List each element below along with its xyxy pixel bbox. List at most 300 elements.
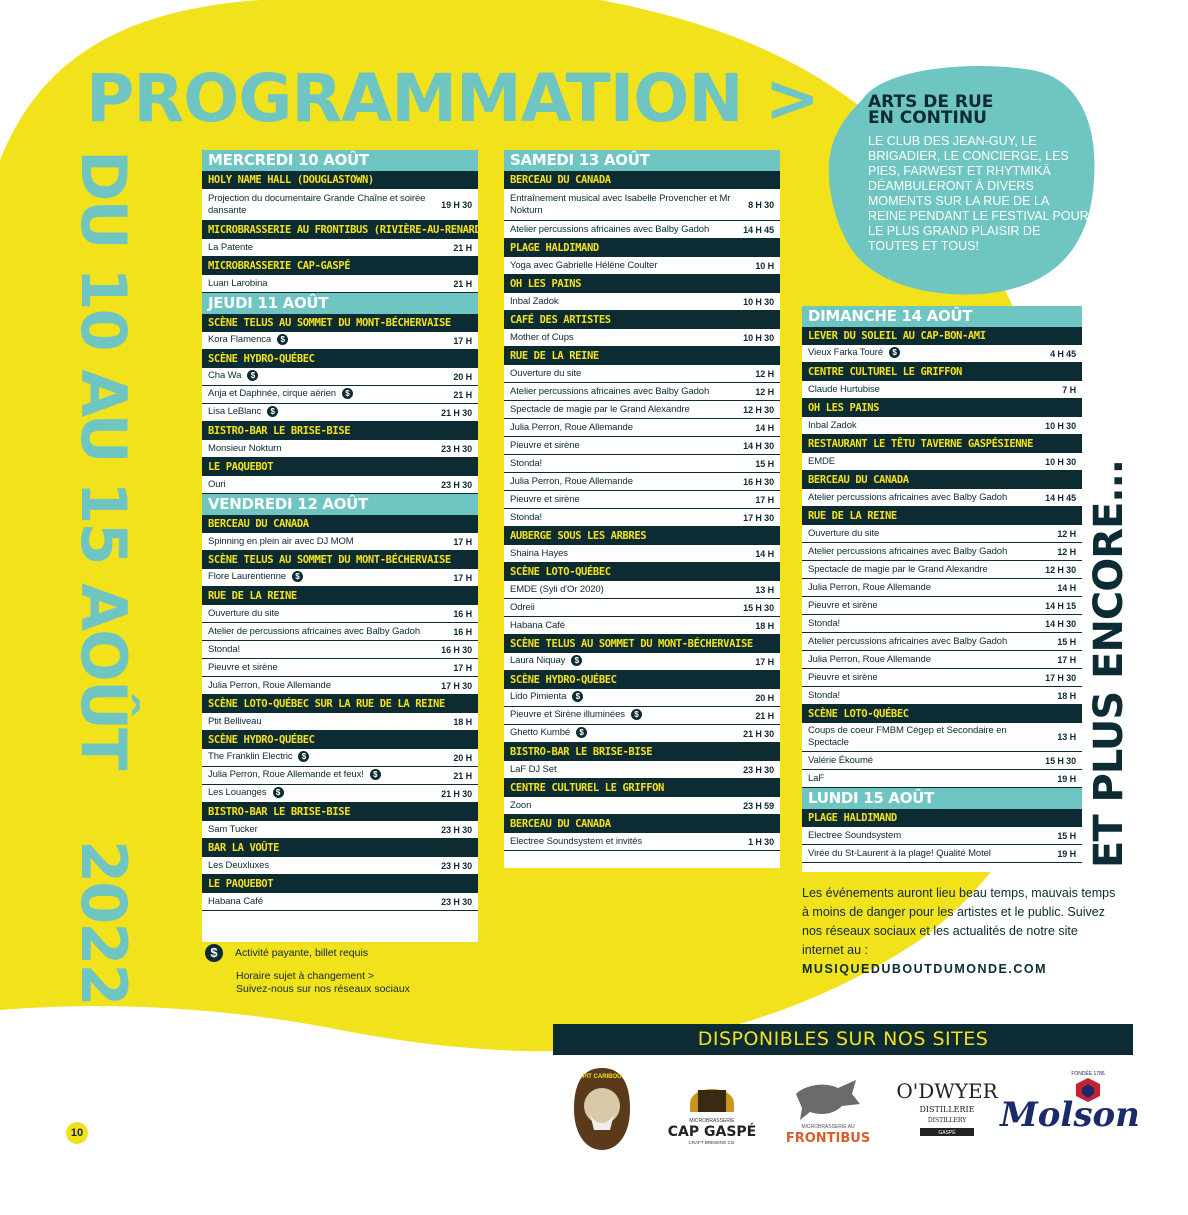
event-time: 18 H bbox=[453, 716, 472, 727]
venue-header: HOLY NAME HALL (DOUGLASTOWN) bbox=[202, 171, 478, 189]
event-time: 17 H bbox=[453, 536, 472, 547]
event-name bbox=[208, 388, 432, 400]
event-name bbox=[510, 512, 734, 524]
event-name-text: Inbal Zadok bbox=[808, 419, 857, 431]
event-time: 21 H bbox=[453, 242, 472, 253]
event-time: 15 H 30 bbox=[743, 602, 774, 613]
event-name bbox=[808, 636, 1036, 648]
legend-note-1: Horaire sujet à changement > bbox=[236, 970, 375, 982]
event-time: 20 H bbox=[755, 692, 774, 703]
venue-header: CAFÉ DES ARTISTES bbox=[504, 311, 780, 329]
event-name-text: Pieuvre et sirène bbox=[808, 599, 878, 611]
event-name-text: Atelier de percussions africaines avec Balby Gadoh bbox=[208, 625, 421, 637]
odwyer-logo bbox=[896, 1064, 998, 1154]
event-row bbox=[504, 257, 780, 275]
event-row bbox=[802, 579, 1082, 597]
paid-event-icon: $ bbox=[342, 388, 353, 399]
event-time: 16 H bbox=[453, 626, 472, 637]
event-time: 23 H 30 bbox=[441, 443, 472, 454]
event-name bbox=[808, 690, 1036, 702]
event-name-text: Electree Soundsystem bbox=[808, 829, 902, 841]
venue-header: OH LES PAINS bbox=[802, 399, 1082, 417]
event-row bbox=[202, 659, 478, 677]
event-name bbox=[208, 536, 432, 548]
event-name bbox=[510, 404, 734, 416]
event-name-text: Stonda! bbox=[510, 457, 543, 469]
molson-logo bbox=[1000, 1064, 1140, 1154]
event-row bbox=[202, 785, 478, 803]
event-row bbox=[504, 419, 780, 437]
event-name bbox=[208, 824, 432, 836]
day-header: JEUDI 11 AOÛT bbox=[202, 293, 478, 314]
event-time: 21 H 30 bbox=[743, 728, 774, 739]
bubble-title bbox=[868, 94, 993, 126]
paid-event-icon: $ bbox=[277, 334, 288, 345]
event-time: 18 H bbox=[1057, 690, 1076, 701]
event-time: 19 H 30 bbox=[441, 199, 472, 210]
event-name-text: Atelier percussions africaines avec Balby Gadoh bbox=[808, 491, 1008, 503]
event-row bbox=[504, 833, 780, 851]
event-name bbox=[208, 680, 432, 692]
event-row bbox=[202, 605, 478, 623]
event-name-text: Flore Laurentienne bbox=[208, 571, 286, 583]
venue-header: SCÈNE HYDRO-QUÉBEC bbox=[202, 731, 478, 749]
event-time: 17 H bbox=[755, 656, 774, 667]
event-name bbox=[208, 334, 432, 346]
venue-header: SCÈNE HYDRO-QUÉBEC bbox=[202, 350, 478, 368]
event-name-text: Virée du St-Laurent à la plage! Qualité Motel bbox=[808, 847, 991, 859]
event-name-text: Spinning en plein air avec DJ MOM bbox=[208, 535, 354, 547]
event-name-text: Shaina Hayes bbox=[510, 547, 568, 559]
pit-caribou-logo bbox=[570, 1064, 634, 1154]
event-row bbox=[802, 561, 1082, 579]
sponsor-logos bbox=[560, 1064, 1140, 1154]
venue-header: MICROBRASSERIE CAP-GASPÉ bbox=[202, 257, 478, 275]
event-name bbox=[808, 582, 1036, 594]
event-row bbox=[202, 368, 478, 386]
venue-header: PLAGE HALDIMAND bbox=[802, 809, 1082, 827]
event-row bbox=[202, 893, 478, 911]
event-name bbox=[808, 725, 1036, 749]
cap-gaspe-text: CAP GASPÉ bbox=[667, 1124, 757, 1140]
event-name-text: Les Louanges bbox=[208, 787, 267, 799]
event-time: 17 H bbox=[453, 335, 472, 346]
event-name bbox=[510, 296, 734, 308]
paid-event-icon: $ bbox=[571, 655, 582, 666]
event-name bbox=[510, 764, 734, 776]
event-time: 17 H bbox=[1057, 654, 1076, 665]
event-row bbox=[504, 725, 780, 743]
event-time: 13 H bbox=[755, 584, 774, 595]
event-name-text: Atelier percussions africaines avec Balby Gadoh bbox=[808, 635, 1008, 647]
legend bbox=[205, 944, 465, 996]
venue-header: BISTRO-BAR LE BRISE-BISE bbox=[202, 422, 478, 440]
event-time: 18 H bbox=[755, 620, 774, 631]
event-name bbox=[510, 332, 734, 344]
legend-pay-text: Activité payante, billet requis bbox=[235, 947, 369, 959]
event-row bbox=[202, 713, 478, 731]
event-row bbox=[802, 827, 1082, 845]
event-name bbox=[510, 260, 734, 272]
event-row bbox=[202, 569, 478, 587]
event-name-text: Sam Tucker bbox=[208, 823, 258, 835]
event-time: 21 H bbox=[453, 278, 472, 289]
event-row bbox=[504, 545, 780, 563]
event-name bbox=[510, 655, 734, 667]
event-name-text: Julia Perron, Roue Allemande bbox=[808, 581, 931, 593]
event-row bbox=[504, 797, 780, 815]
event-name-text: Ouri bbox=[208, 478, 226, 490]
event-row bbox=[202, 332, 478, 350]
event-name-text: Mother of Cups bbox=[510, 331, 574, 343]
venue-header: LE PAQUEBOT bbox=[202, 458, 478, 476]
event-time: 12 H bbox=[1057, 528, 1076, 539]
event-row bbox=[802, 770, 1082, 788]
event-name bbox=[510, 548, 734, 560]
event-row bbox=[202, 533, 478, 551]
event-name bbox=[208, 406, 432, 418]
event-time: 15 H bbox=[1057, 830, 1076, 841]
paid-event-icon: $ bbox=[572, 691, 583, 702]
event-name bbox=[808, 773, 1036, 785]
event-name-text: Julia Perron, Roue Allemande bbox=[510, 421, 633, 433]
event-name-text: Vieux Farka Touré bbox=[808, 347, 884, 359]
event-time: 14 H 30 bbox=[743, 440, 774, 451]
event-row bbox=[202, 275, 478, 293]
info-block bbox=[802, 884, 1120, 979]
event-row bbox=[802, 615, 1082, 633]
event-name bbox=[808, 384, 1036, 396]
event-time: 23 H 30 bbox=[441, 824, 472, 835]
side-dates-text: DU 10 AU 15 AOÛT bbox=[67, 150, 140, 769]
event-name bbox=[510, 836, 734, 848]
event-row bbox=[802, 345, 1082, 363]
event-time: 23 H 30 bbox=[441, 896, 472, 907]
event-time: 17 H 30 bbox=[1045, 672, 1076, 683]
event-row bbox=[202, 404, 478, 422]
page-number: 10 bbox=[66, 1122, 88, 1144]
event-name bbox=[208, 608, 432, 620]
event-row bbox=[802, 597, 1082, 615]
event-name bbox=[208, 443, 432, 455]
event-name bbox=[510, 602, 734, 614]
event-row bbox=[504, 365, 780, 383]
available-banner: DISPONIBLES SUR NOS SITES bbox=[553, 1024, 1133, 1055]
event-row bbox=[202, 189, 478, 221]
event-row bbox=[504, 473, 780, 491]
pit-caribou-text: PIT CARIBOU bbox=[582, 1074, 622, 1080]
event-name bbox=[208, 787, 432, 799]
event-row bbox=[504, 491, 780, 509]
event-row bbox=[504, 401, 780, 419]
event-name bbox=[808, 456, 1036, 468]
event-name-text: Entraînement musical avec Isabelle Provencher et Mr Nokturn bbox=[510, 192, 731, 216]
event-time: 4 H 45 bbox=[1050, 348, 1076, 359]
event-name bbox=[510, 440, 734, 452]
event-name bbox=[510, 476, 734, 488]
event-name-text: Stonda! bbox=[208, 643, 241, 655]
day-header: VENDREDI 12 AOÛT bbox=[202, 494, 478, 515]
event-time: 17 H 30 bbox=[743, 512, 774, 523]
frontibus-text: FRONTIBUS bbox=[785, 1131, 871, 1146]
event-row bbox=[802, 417, 1082, 435]
event-name bbox=[808, 672, 1036, 684]
paid-event-icon: $ bbox=[631, 709, 642, 720]
event-name-text: Atelier percussions africaines avec Balby Gadoh bbox=[510, 385, 710, 397]
venue-header: SCÈNE TELUS AU SOMMET DU MONT-BÉCHERVAISE bbox=[202, 551, 478, 569]
event-row bbox=[504, 509, 780, 527]
event-row bbox=[504, 437, 780, 455]
event-name bbox=[808, 347, 1036, 359]
event-row bbox=[802, 543, 1082, 561]
venue-header: RUE DE LA REINE bbox=[802, 507, 1082, 525]
venue-header: LE PAQUEBOT bbox=[202, 875, 478, 893]
paid-event-icon: $ bbox=[576, 727, 587, 738]
event-time: 15 H bbox=[1057, 636, 1076, 647]
event-row bbox=[202, 623, 478, 641]
event-time: 16 H bbox=[453, 608, 472, 619]
event-name bbox=[808, 830, 1036, 842]
venue-header: RESTAURANT LE TÊTU TAVERNE GASPÉSIENNE bbox=[802, 435, 1082, 453]
event-name-text: Pieuvre et sirène bbox=[510, 493, 580, 505]
event-row bbox=[802, 633, 1082, 651]
event-name bbox=[208, 370, 432, 382]
day-header: DIMANCHE 14 AOÛT bbox=[802, 306, 1082, 327]
venue-header: SCÈNE LOTO-QUÉBEC SUR LA RUE DE LA REINE bbox=[202, 695, 478, 713]
venue-header: SCÈNE HYDRO-QUÉBEC bbox=[504, 671, 780, 689]
event-name-text: Laura Niquay bbox=[510, 655, 566, 667]
event-time: 21 H bbox=[453, 389, 472, 400]
paid-event-icon: $ bbox=[298, 751, 309, 762]
event-row bbox=[802, 489, 1082, 507]
venue-header: RUE DE LA REINE bbox=[202, 587, 478, 605]
event-name bbox=[510, 800, 734, 812]
event-name bbox=[808, 654, 1036, 666]
event-time: 8 H 30 bbox=[748, 199, 774, 210]
event-time: 19 H bbox=[1057, 773, 1076, 784]
event-time: 14 H bbox=[1057, 582, 1076, 593]
event-name bbox=[510, 422, 734, 434]
event-time: 17 H bbox=[453, 662, 472, 673]
event-name-text: Coups de coeur FMBM Cégep et Secondaire en Spectacle bbox=[808, 725, 1007, 748]
event-time: 14 H 45 bbox=[743, 224, 774, 235]
bubble-title-line-2: EN CONTINU bbox=[868, 108, 987, 128]
event-name bbox=[808, 420, 1036, 432]
event-time: 16 H 30 bbox=[743, 476, 774, 487]
event-row bbox=[504, 189, 780, 221]
event-row bbox=[202, 476, 478, 494]
event-time: 10 H 30 bbox=[743, 296, 774, 307]
event-name-text: Lisa LeBlanc bbox=[208, 406, 262, 418]
event-name bbox=[208, 644, 432, 656]
bubble-title-line-1: ARTS DE RUE bbox=[868, 92, 994, 112]
event-row bbox=[504, 455, 780, 473]
event-row bbox=[202, 440, 478, 458]
paid-event-icon: $ bbox=[273, 787, 284, 798]
event-time: 23 H 59 bbox=[743, 800, 774, 811]
event-time: 14 H 30 bbox=[1045, 618, 1076, 629]
day-header: LUNDI 15 AOÛT bbox=[802, 788, 1082, 809]
event-time: 10 H bbox=[755, 260, 774, 271]
event-name bbox=[808, 848, 1036, 860]
website-link[interactable]: MUSIQUEDUBOUTDUMONDE.COM bbox=[802, 962, 1048, 976]
venue-header: SCÈNE LOTO-QUÉBEC bbox=[802, 705, 1082, 723]
event-name-text: Spectacle de magie par le Grand Alexandre bbox=[510, 403, 690, 415]
event-name-text: Pieuvre et sirène bbox=[510, 439, 580, 451]
cap-gaspe-tagline: CRAFT BREWING CO. bbox=[688, 1140, 736, 1145]
paid-event-icon: $ bbox=[292, 571, 303, 582]
event-row bbox=[504, 617, 780, 635]
event-name bbox=[510, 224, 734, 236]
event-name-text: Les Deuxluxes bbox=[208, 859, 270, 871]
event-name bbox=[510, 691, 734, 703]
event-name bbox=[808, 546, 1036, 558]
event-name-text: Claude Hurtubise bbox=[808, 383, 880, 395]
event-time: 1 H 30 bbox=[748, 836, 774, 847]
event-name-text: Zoon bbox=[510, 799, 532, 811]
event-name-text: Julia Perron, Roue Allemande et feux! bbox=[208, 769, 364, 781]
event-row bbox=[802, 845, 1082, 863]
molson-founded: FONDÉE 1786 bbox=[1071, 1071, 1105, 1077]
event-name bbox=[510, 584, 734, 596]
event-name bbox=[208, 769, 432, 781]
event-time: 14 H bbox=[755, 422, 774, 433]
event-name bbox=[808, 600, 1036, 612]
event-name bbox=[510, 494, 734, 506]
venue-header: PLAGE HALDIMAND bbox=[504, 239, 780, 257]
cap-gaspe-small-text: MICROBRASSERIE bbox=[689, 1118, 735, 1124]
event-name-text: Ouverture du site bbox=[208, 607, 280, 619]
event-time: 7 H bbox=[1062, 384, 1076, 395]
event-name-text: LaF DJ Set bbox=[510, 763, 557, 775]
event-name-text: Pieuvre et Sirène illuminées bbox=[510, 709, 625, 721]
schedule-column-3 bbox=[802, 306, 1082, 872]
event-name-text: Ghetto Kumbé bbox=[510, 727, 571, 739]
venue-header: LEVER DU SOLEIL AU CAP-BON-AMI bbox=[802, 327, 1082, 345]
venue-header: BERCEAU DU CANADA bbox=[504, 815, 780, 833]
day-header: MERCREDI 10 AOÛT bbox=[202, 150, 478, 171]
event-name-text: Luan Larobina bbox=[208, 277, 268, 289]
odwyer-gaspe: GASPÉ bbox=[938, 1130, 956, 1136]
event-row bbox=[202, 767, 478, 785]
event-name bbox=[510, 368, 734, 380]
side-encore-text: ET PLUS ENCORE... bbox=[1086, 460, 1132, 868]
event-name-text: Ouverture du site bbox=[808, 527, 880, 539]
event-row bbox=[504, 707, 780, 725]
legend-note-2: Suivez-nous sur nos réseaux sociaux bbox=[236, 983, 410, 995]
event-time: 10 H 30 bbox=[1045, 456, 1076, 467]
venue-header: BISTRO-BAR LE BRISE-BISE bbox=[504, 743, 780, 761]
event-time: 10 H 30 bbox=[743, 332, 774, 343]
event-time: 23 H 30 bbox=[743, 764, 774, 775]
event-name bbox=[208, 626, 432, 638]
event-time: 17 H bbox=[755, 494, 774, 505]
event-name-text: LaF bbox=[808, 772, 825, 784]
event-name bbox=[208, 896, 432, 908]
event-time: 20 H bbox=[453, 371, 472, 382]
event-name bbox=[208, 751, 432, 763]
event-time: 21 H 30 bbox=[441, 788, 472, 799]
event-time: 12 H bbox=[755, 368, 774, 379]
event-name bbox=[808, 755, 1036, 767]
event-name-text: Atelier percussions africaines avec Balby Gadoh bbox=[808, 545, 1008, 557]
event-name bbox=[208, 860, 432, 872]
event-time: 20 H bbox=[453, 752, 472, 763]
event-name-text: Julia Perron, Roue Allemande bbox=[208, 679, 331, 691]
event-time: 19 H bbox=[1057, 848, 1076, 859]
event-name-text: Valérie Ékoumé bbox=[808, 754, 873, 766]
event-name-text: Pieuvre et sirène bbox=[808, 671, 878, 683]
event-name-text: Julia Perron, Roue Allemande bbox=[510, 475, 633, 487]
event-row bbox=[504, 221, 780, 239]
venue-header: MICROBRASSERIE AU FRONTIBUS (RIVIÈRE-AU-RENARD) bbox=[202, 221, 478, 239]
side-encore bbox=[1084, 460, 1136, 880]
cap-gaspe-logo bbox=[667, 1064, 757, 1154]
event-name bbox=[208, 716, 432, 728]
event-name-text: Pieuvre et sirène bbox=[208, 661, 278, 673]
event-time: 14 H 45 bbox=[1045, 492, 1076, 503]
event-row bbox=[802, 669, 1082, 687]
event-row bbox=[802, 723, 1082, 752]
event-row bbox=[504, 383, 780, 401]
pay-icon: $ bbox=[205, 944, 223, 962]
event-name-text: Stonda! bbox=[808, 689, 841, 701]
event-name-text: Spectacle de magie par le Grand Alexandre bbox=[808, 563, 988, 575]
event-name bbox=[208, 278, 432, 290]
venue-header: BAR LA VOÛTE bbox=[202, 839, 478, 857]
venue-header: OH LES PAINS bbox=[504, 275, 780, 293]
venue-header: RUE DE LA REINE bbox=[504, 347, 780, 365]
event-row bbox=[504, 581, 780, 599]
event-row bbox=[802, 651, 1082, 669]
event-row bbox=[202, 386, 478, 404]
event-time: 13 H bbox=[1057, 732, 1076, 742]
event-name-text: La Patente bbox=[208, 241, 253, 253]
event-name-text: Habana Café bbox=[208, 895, 263, 907]
page-title: PROGRAMMATION > bbox=[86, 60, 819, 137]
event-name-text: Habana Café bbox=[510, 619, 565, 631]
event-time: 14 H bbox=[755, 548, 774, 559]
event-name bbox=[510, 709, 734, 721]
event-time: 14 H 15 bbox=[1045, 600, 1076, 611]
venue-header: BERCEAU DU CANADA bbox=[202, 515, 478, 533]
event-name-text: Inbal Zadok bbox=[510, 295, 559, 307]
event-row bbox=[202, 239, 478, 257]
event-time: 10 H 30 bbox=[1045, 420, 1076, 431]
event-name bbox=[208, 479, 432, 491]
event-name bbox=[208, 571, 432, 583]
event-time: 12 H bbox=[755, 386, 774, 397]
event-row bbox=[802, 525, 1082, 543]
event-time: 23 H 30 bbox=[441, 860, 472, 871]
paid-event-icon: $ bbox=[889, 347, 900, 358]
event-row bbox=[504, 293, 780, 311]
event-name bbox=[208, 242, 432, 254]
event-name bbox=[510, 727, 734, 739]
event-name-text: Julia Perron, Roue Allemande bbox=[808, 653, 931, 665]
venue-header: BISTRO-BAR LE BRISE-BISE bbox=[202, 803, 478, 821]
event-name-text: EMDE bbox=[808, 455, 836, 467]
event-name-text: Stonda! bbox=[510, 511, 543, 523]
day-header: SAMEDI 13 AOÛT bbox=[504, 150, 780, 171]
event-time: 17 H bbox=[453, 572, 472, 583]
event-name bbox=[510, 620, 734, 632]
event-row bbox=[504, 329, 780, 347]
event-row bbox=[802, 453, 1082, 471]
event-row bbox=[802, 381, 1082, 399]
venue-header: SCÈNE TELUS AU SOMMET DU MONT-BÉCHERVAISE bbox=[202, 314, 478, 332]
venue-header: CENTRE CULTUREL LE GRIFFON bbox=[802, 363, 1082, 381]
